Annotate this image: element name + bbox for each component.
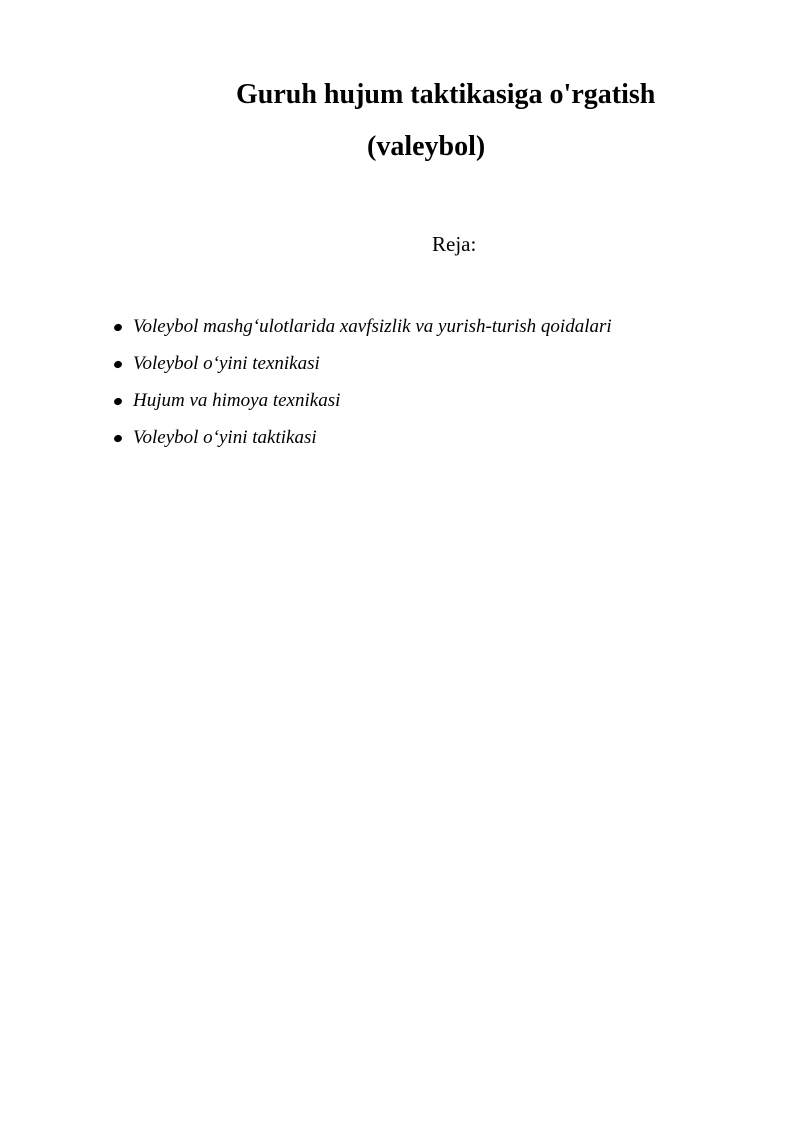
document-title-line-1: Guruh hujum taktikasiga o'rgatish	[236, 79, 656, 110]
bullet-icon	[113, 434, 123, 443]
plan-heading: Reja:	[432, 232, 477, 256]
plan-item-text: Voleybol o‘yini taktikasi	[133, 426, 317, 448]
bullet-icon	[113, 360, 123, 369]
document-title-line-2: (valeybol)	[367, 131, 486, 162]
plan-list-item	[114, 382, 612, 419]
plan-list	[114, 308, 612, 456]
plan-item-text: Voleybol o‘yini texnikasi	[133, 352, 320, 374]
plan-list-item	[114, 308, 612, 345]
plan-list-item	[114, 419, 612, 456]
plan-list-item	[114, 345, 612, 382]
plan-item-text: Voleybol mashg‘ulotlarida xavfsizlik va yurish-turish qoidalari	[133, 315, 612, 337]
plan-item-text: Hujum va himoya texnikasi	[133, 389, 341, 411]
bullet-icon	[113, 323, 123, 332]
bullet-icon	[113, 397, 123, 406]
